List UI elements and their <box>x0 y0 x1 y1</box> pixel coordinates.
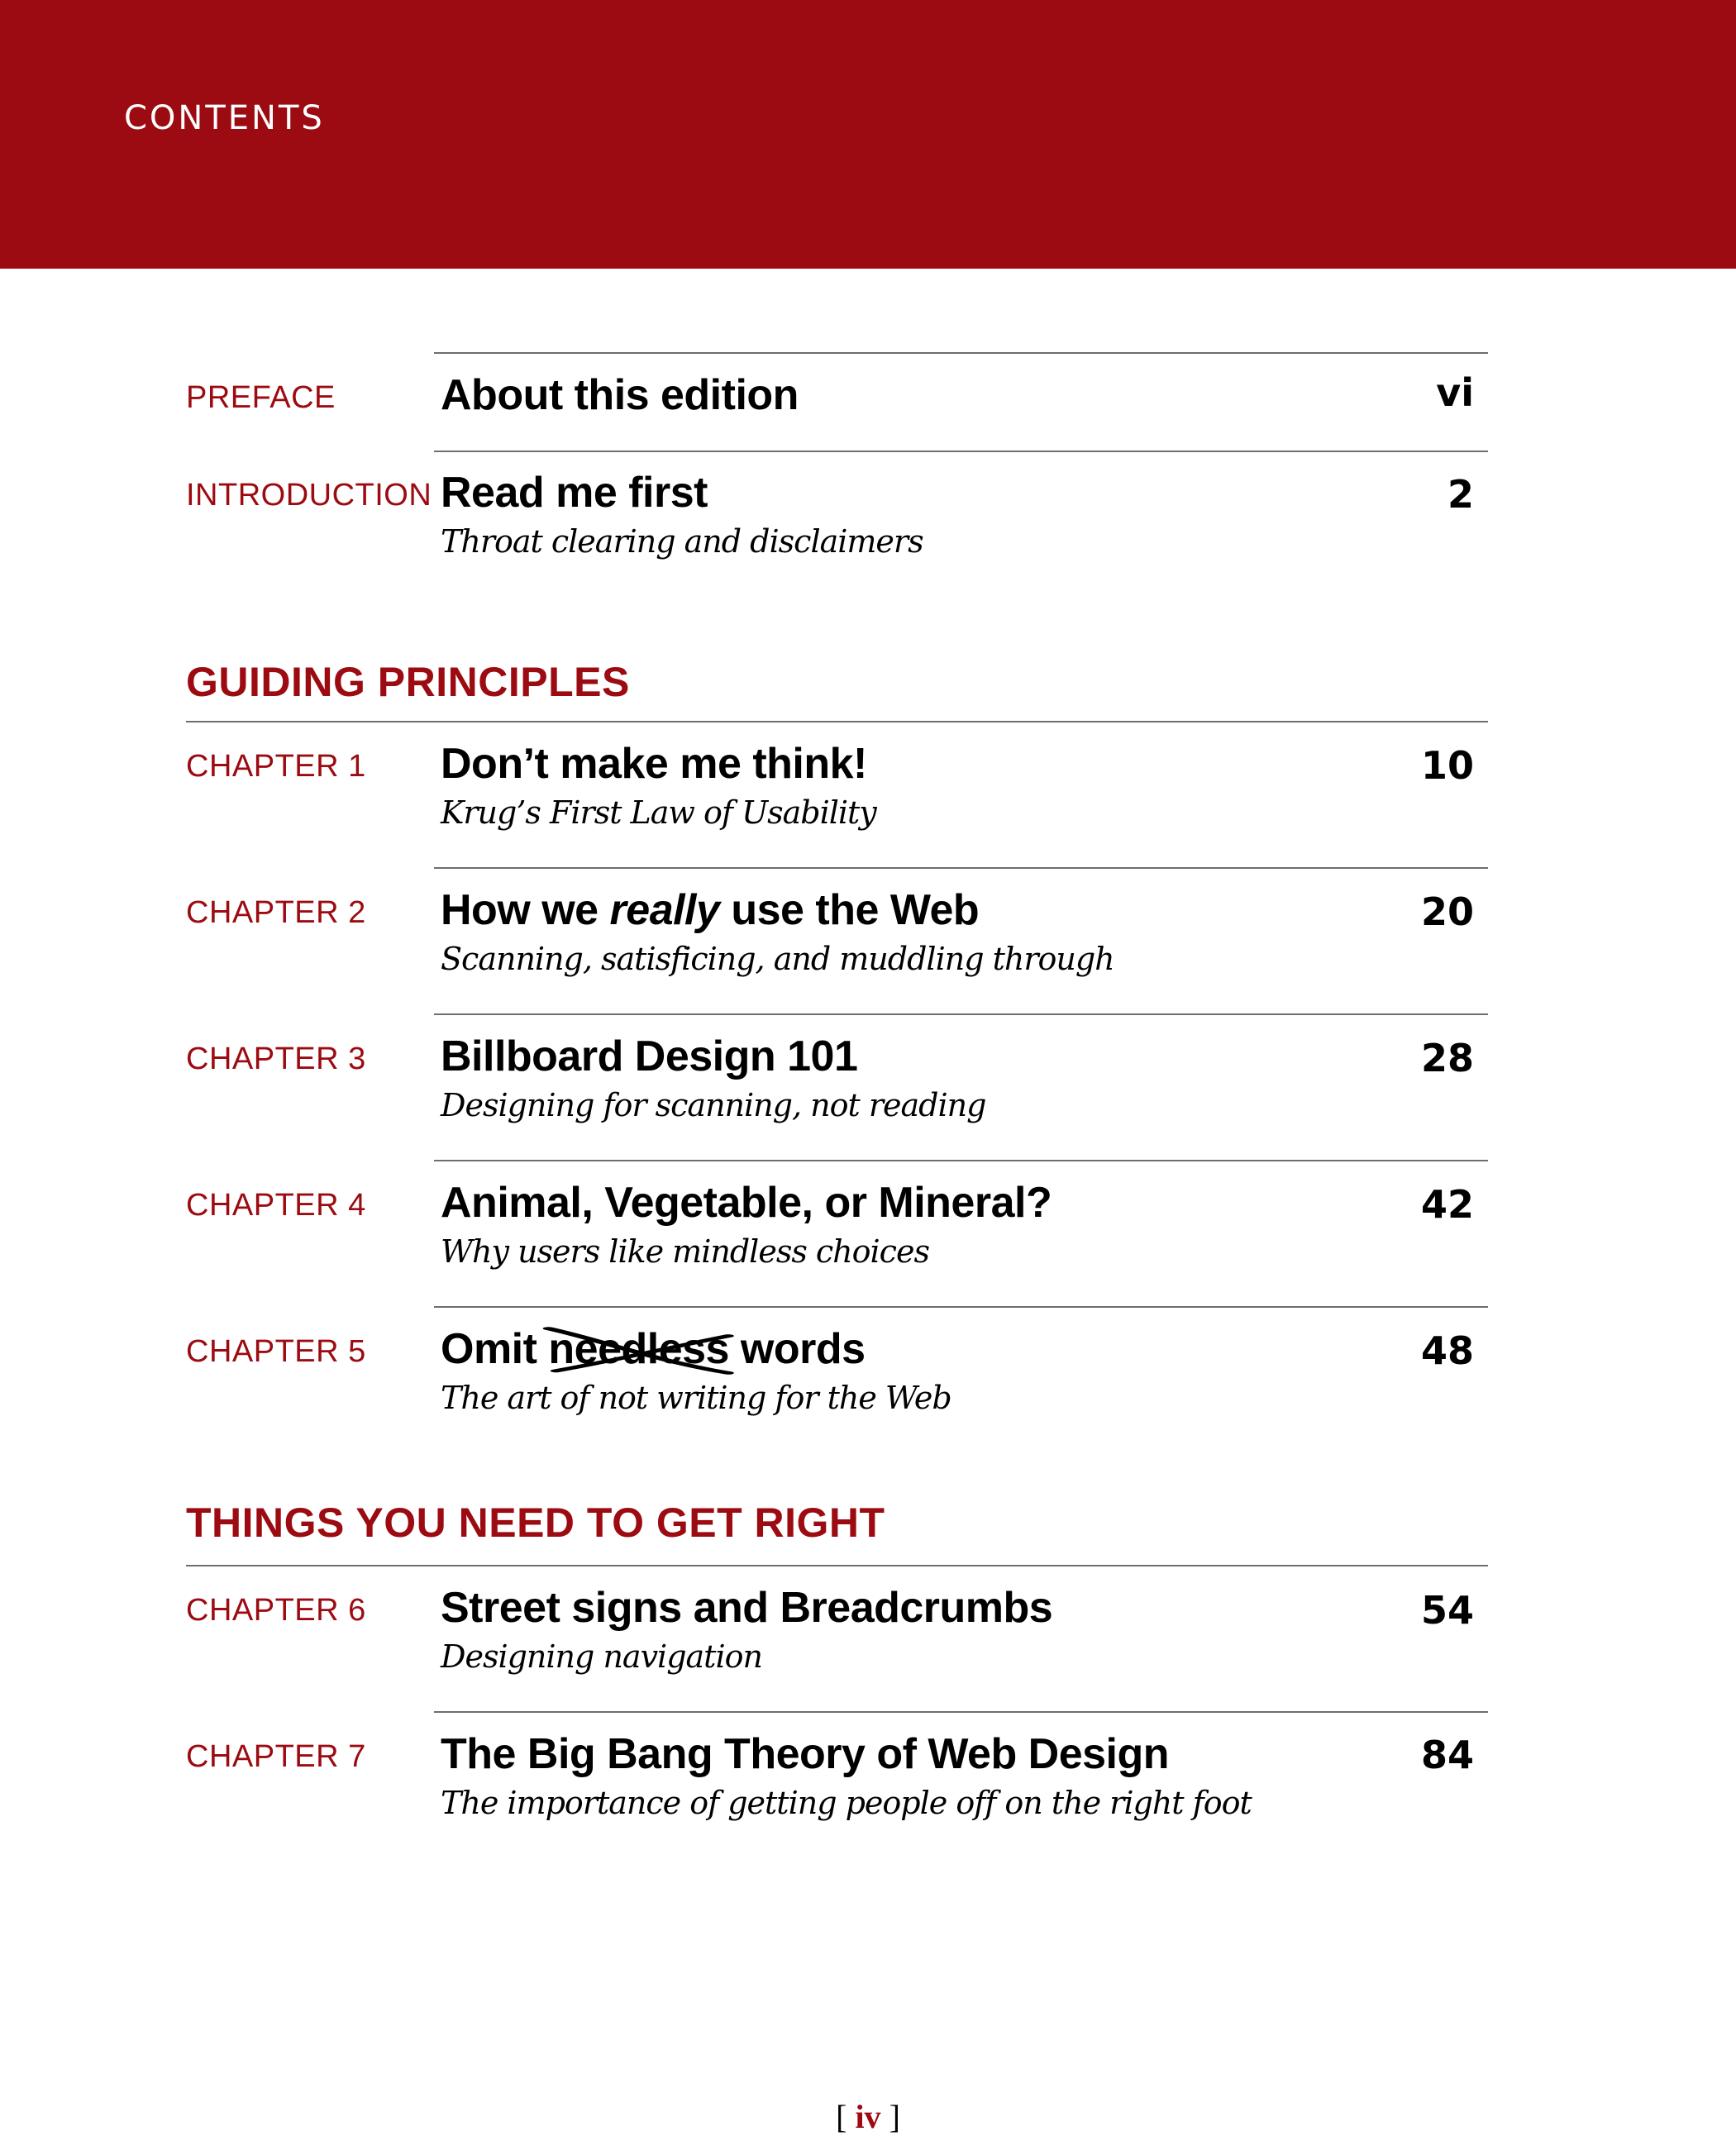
chapter-title-part: use the Web <box>719 886 980 934</box>
chapter-subtitle: The art of not writing for the Web <box>441 1380 951 1416</box>
divider <box>434 1711 1488 1713</box>
chapter-subtitle: Designing for scanning, not reading <box>441 1087 986 1123</box>
chapter-title[interactable] <box>441 1325 866 1373</box>
chapter-page-number[interactable]: 28 <box>1420 1036 1474 1080</box>
chapter-page-number[interactable]: 54 <box>1420 1588 1474 1633</box>
entry-title[interactable]: About this edition <box>441 371 799 419</box>
chapter-title[interactable]: Street signs and Breadcrumbs <box>441 1584 1053 1632</box>
chapter-page-number[interactable]: 10 <box>1420 743 1474 788</box>
entry-label: PREFACE <box>186 380 336 415</box>
chapter-subtitle: Why users like mindless choices <box>441 1233 929 1270</box>
divider <box>434 1306 1488 1308</box>
entry-title[interactable]: Read me first <box>441 469 708 517</box>
scribble-strike-icon <box>545 1324 732 1377</box>
chapter-page-number[interactable]: 48 <box>1420 1328 1474 1373</box>
chapter-title[interactable]: Billboard Design 101 <box>441 1032 858 1080</box>
page-title: CONTENTS <box>124 99 325 137</box>
page-folio <box>0 2097 1736 2136</box>
section-heading: GUIDING PRINCIPLES <box>186 659 630 705</box>
chapter-subtitle: The importance of getting people off on the right foot <box>441 1785 1252 1821</box>
chapter-title-part: words <box>728 1325 866 1373</box>
divider <box>186 721 1488 722</box>
header-band <box>0 0 1736 269</box>
divider <box>434 867 1488 869</box>
entry-page-number[interactable]: 2 <box>1447 472 1474 517</box>
chapter-label: CHAPTER 2 <box>186 895 366 930</box>
folio-bracket-open: [ <box>836 2098 847 2135</box>
chapter-page-number[interactable]: 84 <box>1420 1733 1474 1777</box>
chapter-subtitle: Scanning, satisficing, and muddling through <box>441 941 1114 977</box>
chapter-label: CHAPTER 1 <box>186 749 366 784</box>
struck-word-text: needless <box>548 1325 729 1373</box>
chapter-label: CHAPTER 7 <box>186 1739 366 1774</box>
chapter-label: CHAPTER 5 <box>186 1334 366 1369</box>
chapter-title-emphasis: really <box>609 886 720 934</box>
chapter-title[interactable] <box>441 886 980 934</box>
chapter-label: CHAPTER 4 <box>186 1188 366 1223</box>
chapter-page-number[interactable]: 42 <box>1420 1182 1474 1227</box>
struck-word <box>548 1325 729 1373</box>
chapter-title[interactable]: Animal, Vegetable, or Mineral? <box>441 1179 1052 1227</box>
chapter-title-part: Omit <box>441 1325 549 1373</box>
entry-label: INTRODUCTION <box>186 478 432 513</box>
chapter-title-part: How we <box>441 886 610 934</box>
chapter-subtitle: Krug’s First Law of Usability <box>441 794 876 831</box>
chapter-title[interactable]: The Big Bang Theory of Web Design <box>441 1730 1170 1778</box>
entry-page-number[interactable]: vi <box>1436 370 1474 415</box>
divider <box>434 352 1488 354</box>
chapter-title[interactable]: Don’t make me think! <box>441 740 867 788</box>
divider <box>434 451 1488 452</box>
chapter-label: CHAPTER 6 <box>186 1593 366 1628</box>
chapter-label: CHAPTER 3 <box>186 1042 366 1076</box>
chapter-subtitle: Designing navigation <box>441 1638 762 1675</box>
folio-page-number: iv <box>855 2098 881 2135</box>
chapter-page-number[interactable]: 20 <box>1420 889 1474 934</box>
divider <box>186 1565 1488 1566</box>
folio-bracket-close: ] <box>889 2098 900 2135</box>
entry-subtitle: Throat clearing and disclaimers <box>441 523 923 560</box>
divider <box>434 1013 1488 1015</box>
divider <box>434 1160 1488 1161</box>
section-heading: THINGS YOU NEED TO GET RIGHT <box>186 1500 885 1546</box>
